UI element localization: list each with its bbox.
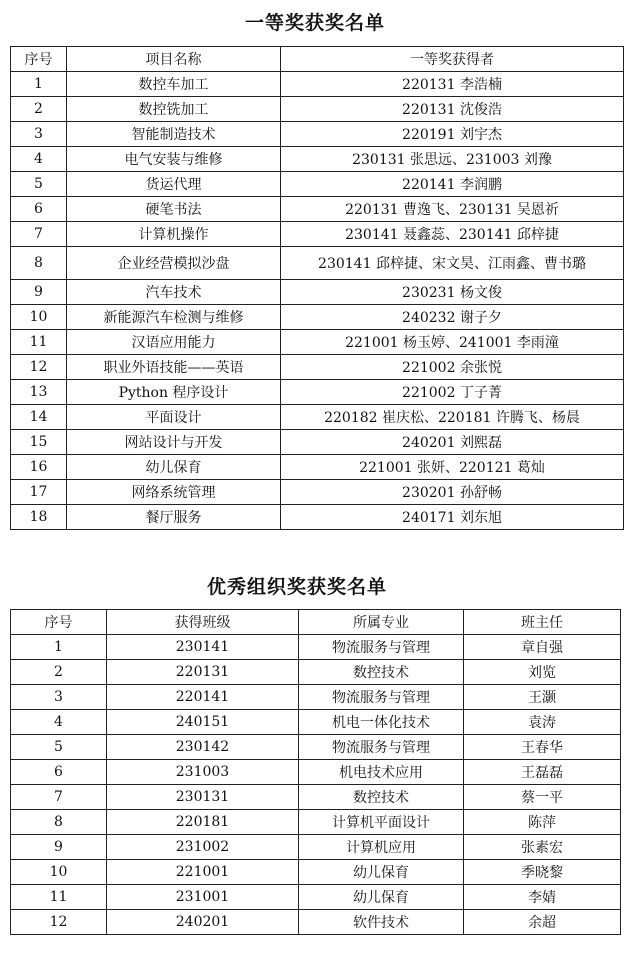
- winners-cell: 240232 谢子夕: [281, 305, 624, 330]
- project-cell: 幼儿保育: [67, 455, 281, 480]
- teacher-cell: 季晓黎: [464, 860, 621, 885]
- class-cell: 220131: [107, 660, 299, 685]
- project-cell: 餐厅服务: [67, 505, 281, 530]
- table-row: [11, 280, 624, 305]
- header-cell-project: 项目名称: [67, 47, 281, 72]
- class-cell: 220181: [107, 810, 299, 835]
- winners-cell: 220141 李润鹏: [281, 172, 624, 197]
- table-row: [11, 660, 621, 685]
- index-cell: 9: [11, 835, 107, 860]
- table-row: [11, 172, 624, 197]
- index-cell: 2: [11, 97, 67, 122]
- project-cell: 汉语应用能力: [67, 330, 281, 355]
- class-cell: 220141: [107, 685, 299, 710]
- index-cell: 11: [11, 330, 67, 355]
- winners-cell: 221002 余张悦: [281, 355, 624, 380]
- index-cell: 9: [11, 280, 67, 305]
- table-row: [11, 305, 624, 330]
- class-cell: 231003: [107, 760, 299, 785]
- index-cell: 6: [11, 197, 67, 222]
- table-row: [11, 910, 621, 935]
- project-cell: 货运代理: [67, 172, 281, 197]
- table-header-row: [11, 47, 624, 72]
- first-prize-title: 一等奖获奖名单: [244, 12, 385, 34]
- table-row: [11, 760, 621, 785]
- winners-cell: 230141 邱梓捷、宋文昊、江雨鑫、曹书璐: [281, 247, 624, 280]
- teacher-cell: 袁涛: [464, 710, 621, 735]
- winners-cell: 230131 张思远、231003 刘豫: [281, 147, 624, 172]
- table-header-row: [11, 610, 621, 635]
- major-cell: 幼儿保育: [299, 860, 464, 885]
- table-row: [11, 430, 624, 455]
- table-row: [11, 885, 621, 910]
- index-cell: 7: [11, 222, 67, 247]
- class-cell: 230141: [107, 635, 299, 660]
- project-cell: 计算机操作: [67, 222, 281, 247]
- major-cell: 幼儿保育: [299, 885, 464, 910]
- table-row: [11, 635, 621, 660]
- index-cell: 12: [11, 355, 67, 380]
- organization-prize-table: [10, 609, 621, 935]
- teacher-cell: 张素宏: [464, 835, 621, 860]
- winners-cell: 220131 曹逸飞、230131 吴恩祈: [281, 197, 624, 222]
- index-cell: 8: [11, 810, 107, 835]
- table-row: [11, 97, 624, 122]
- major-cell: 计算机应用: [299, 835, 464, 860]
- index-cell: 8: [11, 247, 67, 280]
- class-cell: 231002: [107, 835, 299, 860]
- winners-cell: 220131 沈俊浩: [281, 97, 624, 122]
- table-row: [11, 810, 621, 835]
- index-cell: 13: [11, 380, 67, 405]
- winners-cell: 221002 丁子菁: [281, 380, 624, 405]
- teacher-cell: 刘览: [464, 660, 621, 685]
- table-row: [11, 147, 624, 172]
- teacher-cell: 王灏: [464, 685, 621, 710]
- major-cell: 物流服务与管理: [299, 635, 464, 660]
- class-cell: 240151: [107, 710, 299, 735]
- winners-cell: 230201 孙舒畅: [281, 480, 624, 505]
- index-cell: 18: [11, 505, 67, 530]
- project-cell: 职业外语技能——英语: [67, 355, 281, 380]
- header-cell-index: 序号: [11, 610, 107, 635]
- class-cell: 240201: [107, 910, 299, 935]
- table-row: [11, 685, 621, 710]
- header-cell-winners: 一等奖获得者: [281, 47, 624, 72]
- project-cell: 电气安装与维修: [67, 147, 281, 172]
- index-cell: 3: [11, 685, 107, 710]
- teacher-cell: 王春华: [464, 735, 621, 760]
- index-cell: 10: [11, 305, 67, 330]
- table-row: [11, 505, 624, 530]
- table-row: [11, 380, 624, 405]
- teacher-cell: 王磊磊: [464, 760, 621, 785]
- index-cell: 4: [11, 147, 67, 172]
- project-cell: 新能源汽车检测与维修: [67, 305, 281, 330]
- table-row: [11, 122, 624, 147]
- table-row: [11, 785, 621, 810]
- major-cell: 物流服务与管理: [299, 735, 464, 760]
- table-row: [11, 710, 621, 735]
- header-cell-index: 序号: [11, 47, 67, 72]
- project-cell: 汽车技术: [67, 280, 281, 305]
- table-row: [11, 405, 624, 430]
- header-cell-teacher: 班主任: [464, 610, 621, 635]
- winners-cell: 230231 杨文俊: [281, 280, 624, 305]
- index-cell: 5: [11, 735, 107, 760]
- major-cell: 软件技术: [299, 910, 464, 935]
- major-cell: 物流服务与管理: [299, 685, 464, 710]
- index-cell: 15: [11, 430, 67, 455]
- index-cell: 2: [11, 660, 107, 685]
- index-cell: 16: [11, 455, 67, 480]
- table-row: [11, 247, 624, 280]
- index-cell: 5: [11, 172, 67, 197]
- table-row: [11, 835, 621, 860]
- project-cell: 数控铣加工: [67, 97, 281, 122]
- table-row: [11, 197, 624, 222]
- major-cell: 数控技术: [299, 660, 464, 685]
- project-cell: 智能制造技术: [67, 122, 281, 147]
- table-row: [11, 455, 624, 480]
- teacher-cell: 余超: [464, 910, 621, 935]
- table-row: [11, 330, 624, 355]
- project-cell: 数控车加工: [67, 72, 281, 97]
- project-cell: 企业经营模拟沙盘: [67, 247, 281, 280]
- major-cell: 机电一体化技术: [299, 710, 464, 735]
- index-cell: 14: [11, 405, 67, 430]
- index-cell: 6: [11, 760, 107, 785]
- index-cell: 3: [11, 122, 67, 147]
- index-cell: 10: [11, 860, 107, 885]
- major-cell: 计算机平面设计: [299, 810, 464, 835]
- index-cell: 4: [11, 710, 107, 735]
- table-row: [11, 860, 621, 885]
- index-cell: 1: [11, 72, 67, 97]
- organization-prize-title: 优秀组织奖获奖名单: [206, 576, 387, 598]
- index-cell: 17: [11, 480, 67, 505]
- winners-cell: 220191 刘宇杰: [281, 122, 624, 147]
- table-row: [11, 480, 624, 505]
- project-cell: 平面设计: [67, 405, 281, 430]
- teacher-cell: 陈萍: [464, 810, 621, 835]
- winners-cell: 221001 张妍、220121 葛灿: [281, 455, 624, 480]
- winners-cell: 240171 刘东旭: [281, 505, 624, 530]
- index-cell: 11: [11, 885, 107, 910]
- project-cell: 网络系统管理: [67, 480, 281, 505]
- winners-cell: 220131 李浩楠: [281, 72, 624, 97]
- project-cell: Python 程序设计: [67, 380, 281, 405]
- winners-cell: 240201 刘熙磊: [281, 430, 624, 455]
- winners-cell: 220182 崔庆松、220181 许腾飞、杨晨: [281, 405, 624, 430]
- major-cell: 数控技术: [299, 785, 464, 810]
- index-cell: 1: [11, 635, 107, 660]
- project-cell: 硬笔书法: [67, 197, 281, 222]
- first-prize-table: [10, 46, 624, 530]
- teacher-cell: 李婧: [464, 885, 621, 910]
- major-cell: 机电技术应用: [299, 760, 464, 785]
- winners-cell: 230141 聂鑫蕊、230141 邱梓捷: [281, 222, 624, 247]
- winners-cell: 221001 杨玉婷、241001 李雨潼: [281, 330, 624, 355]
- teacher-cell: 蔡一平: [464, 785, 621, 810]
- index-cell: 7: [11, 785, 107, 810]
- index-cell: 12: [11, 910, 107, 935]
- teacher-cell: 章自强: [464, 635, 621, 660]
- class-cell: 230142: [107, 735, 299, 760]
- class-cell: 221001: [107, 860, 299, 885]
- class-cell: 230131: [107, 785, 299, 810]
- table-row: [11, 735, 621, 760]
- table-row: [11, 72, 624, 97]
- table-row: [11, 222, 624, 247]
- header-cell-major: 所属专业: [299, 610, 464, 635]
- project-cell: 网站设计与开发: [67, 430, 281, 455]
- header-cell-class: 获得班级: [107, 610, 299, 635]
- class-cell: 231001: [107, 885, 299, 910]
- table-row: [11, 355, 624, 380]
